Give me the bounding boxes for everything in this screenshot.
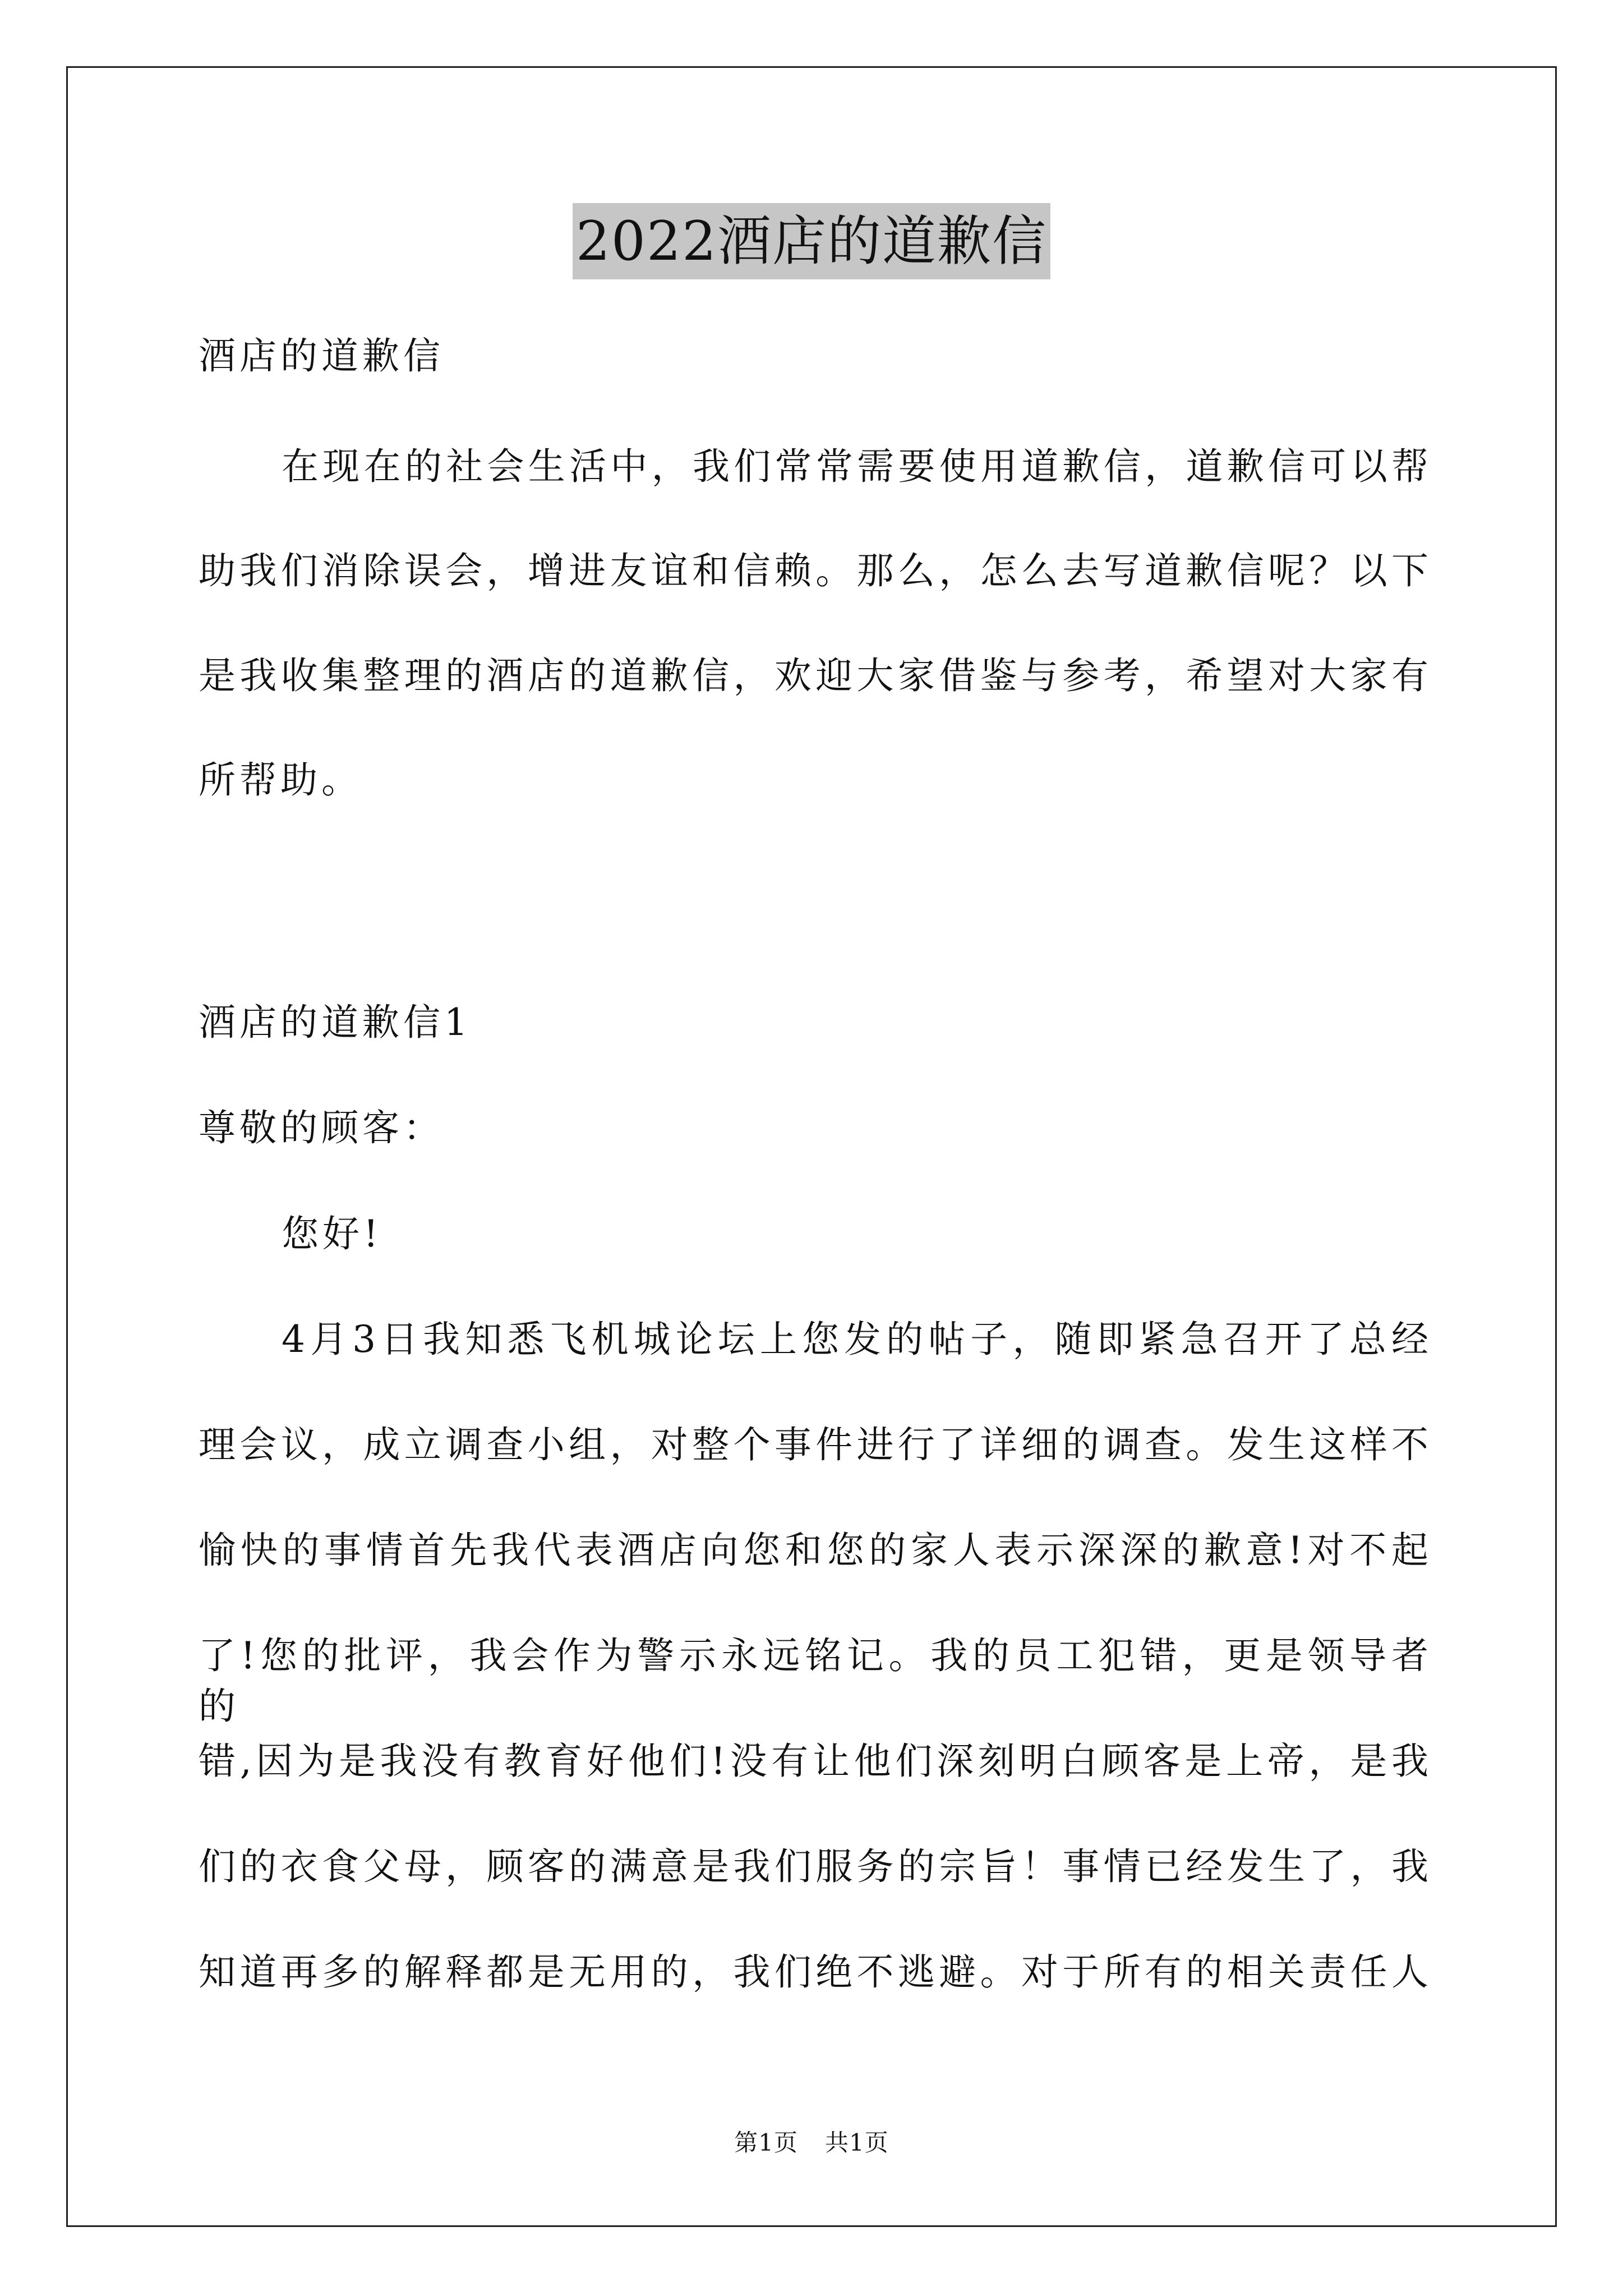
body-line: 4月3日我知悉飞机城论坛上您发的帖子，随即紧急召开了总经 bbox=[282, 1318, 1432, 1361]
document-heading: 酒店的道歉信 bbox=[199, 334, 444, 378]
intro-line: 是我收集整理的酒店的道歉信，欢迎大家借鉴与参考，希望对大家有 bbox=[199, 654, 1432, 697]
body-line: 知道再多的解释都是无用的，我们绝不逃避。对于所有的相关责任人 bbox=[199, 1950, 1432, 1994]
body-line: 愉快的事情首先我代表酒店向您和您的家人表示深深的歉意!对不起 bbox=[199, 1529, 1432, 1572]
intro-line: 助我们消除误会，增进友谊和信赖。那么，怎么去写道歉信呢？以下 bbox=[199, 549, 1432, 592]
body-line: 理会议，成立调查小组，对整个事件进行了详细的调查。发生这样不 bbox=[199, 1423, 1432, 1466]
greeting: 您好! bbox=[282, 1212, 382, 1255]
page-footer bbox=[0, 2126, 1623, 2160]
intro-line: 所帮助。 bbox=[199, 758, 362, 802]
title-container bbox=[0, 203, 1623, 279]
intro-line: 在现在的社会生活中，我们常常需要使用道歉信，道歉信可以帮 bbox=[282, 445, 1432, 488]
page-number: 第1页 bbox=[734, 2129, 798, 2156]
page-total: 共1页 bbox=[825, 2129, 889, 2156]
salutation: 尊敬的顾客： bbox=[199, 1106, 444, 1149]
body-line: 们的衣食父母，顾客的满意是我们服务的宗旨！事情已经发生了，我 bbox=[199, 1845, 1432, 1888]
document-title: 2022酒店的道歉信 bbox=[573, 203, 1050, 279]
section-heading: 酒店的道歉信1 bbox=[199, 1001, 472, 1044]
body-line: 错,因为是我没有教育好他们!没有让他们深刻明白顾客是上帝，是我 bbox=[199, 1740, 1432, 1783]
body-line: 了!您的批评，我会作为警示永远铭记。我的员工犯错，更是领导者的 bbox=[199, 1634, 1432, 1728]
